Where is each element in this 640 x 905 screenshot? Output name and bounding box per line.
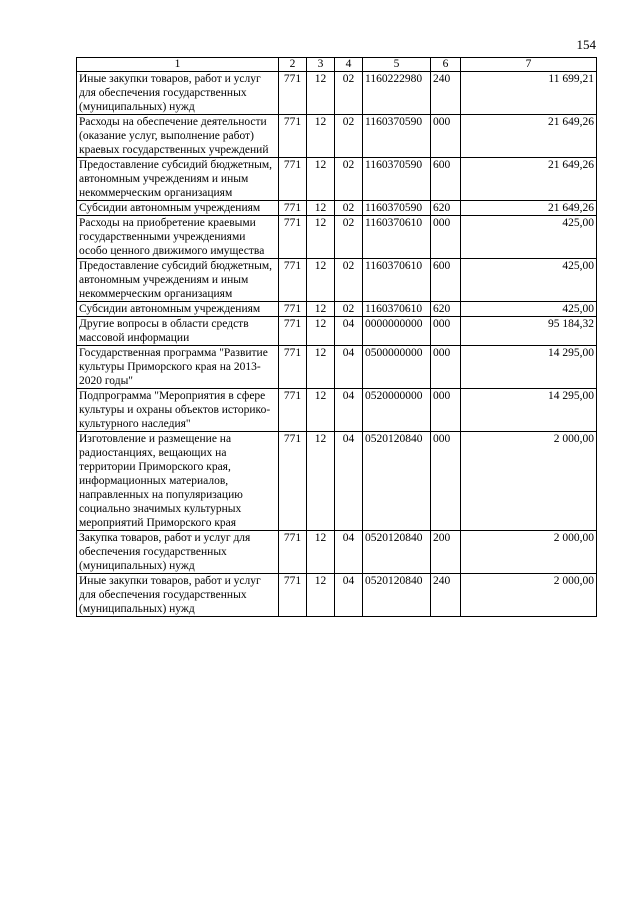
table-row — [77, 201, 597, 216]
row-sum-cell: 14 295,00 — [461, 389, 597, 432]
row-code-cell: 0500000000 — [363, 346, 431, 389]
row-code-cell: 0000000000 — [363, 317, 431, 346]
table-row — [77, 158, 597, 201]
row-sum-cell: 21 649,26 — [461, 158, 597, 201]
row-code-cell: 771 — [279, 302, 307, 317]
row-sum-cell: 14 295,00 — [461, 346, 597, 389]
column-header: 3 — [307, 58, 335, 72]
row-code-cell: 12 — [307, 432, 335, 531]
row-code-cell: 1160370590 — [363, 158, 431, 201]
row-sum-cell: 21 649,26 — [461, 115, 597, 158]
row-code-cell: 771 — [279, 216, 307, 259]
row-code-cell: 240 — [431, 72, 461, 115]
row-name-cell: Изготовление и размещение на радиостанциях, вещающих на территории Приморского края, информационных материалов, направленных на популяризацию социально значимых культурных мероприятий Приморского края — [77, 432, 279, 531]
row-code-cell: 771 — [279, 346, 307, 389]
row-code-cell: 200 — [431, 531, 461, 574]
table-row — [77, 216, 597, 259]
table-row — [77, 115, 597, 158]
row-code-cell: 1160370590 — [363, 115, 431, 158]
row-name-cell: Иные закупки товаров, работ и услуг для обеспечения государственных (муниципальных) нужд — [77, 574, 279, 617]
row-code-cell: 771 — [279, 72, 307, 115]
table-row — [77, 432, 597, 531]
row-name-cell: Подпрограмма "Мероприятия в сфере культуры и охраны объектов историко-культурного наследия" — [77, 389, 279, 432]
row-code-cell: 1160222980 — [363, 72, 431, 115]
row-code-cell: 0520120840 — [363, 432, 431, 531]
row-code-cell: 02 — [335, 216, 363, 259]
row-code-cell: 04 — [335, 317, 363, 346]
row-code-cell: 02 — [335, 115, 363, 158]
table-row — [77, 302, 597, 317]
table-row — [77, 259, 597, 302]
row-code-cell: 12 — [307, 574, 335, 617]
row-sum-cell: 2 000,00 — [461, 574, 597, 617]
page-number: 154 — [576, 37, 596, 52]
row-name-cell: Расходы на обеспечение деятельности (оказание услуг, выполнение работ) краевых государственных учреждений — [77, 115, 279, 158]
column-header: 6 — [431, 58, 461, 72]
row-sum-cell: 95 184,32 — [461, 317, 597, 346]
row-code-cell: 04 — [335, 531, 363, 574]
row-code-cell: 771 — [279, 259, 307, 302]
row-code-cell: 620 — [431, 201, 461, 216]
row-code-cell: 771 — [279, 115, 307, 158]
row-name-cell: Государственная программа "Развитие культуры Приморского края на 2013-2020 годы" — [77, 346, 279, 389]
row-code-cell: 771 — [279, 317, 307, 346]
row-code-cell: 04 — [335, 432, 363, 531]
row-code-cell: 771 — [279, 432, 307, 531]
row-code-cell: 12 — [307, 201, 335, 216]
row-code-cell: 12 — [307, 389, 335, 432]
row-code-cell: 12 — [307, 115, 335, 158]
column-header: 7 — [461, 58, 597, 72]
row-name-cell: Предоставление субсидий бюджетным, автономным учреждениям и иным некоммерческим организациям — [77, 158, 279, 201]
header-row — [77, 58, 597, 72]
row-sum-cell: 2 000,00 — [461, 432, 597, 531]
row-name-cell: Субсидии автономным учреждениям — [77, 302, 279, 317]
row-sum-cell: 425,00 — [461, 302, 597, 317]
row-code-cell: 000 — [431, 389, 461, 432]
row-code-cell: 04 — [335, 389, 363, 432]
row-name-cell: Другие вопросы в области средств массовой информации — [77, 317, 279, 346]
row-code-cell: 12 — [307, 72, 335, 115]
row-name-cell: Расходы на приобретение краевыми государственными учреждениями особо ценного движимого имущества — [77, 216, 279, 259]
row-name-cell: Закупка товаров, работ и услуг для обеспечения государственных (муниципальных) нужд — [77, 531, 279, 574]
row-code-cell: 12 — [307, 317, 335, 346]
row-code-cell: 240 — [431, 574, 461, 617]
column-header: 4 — [335, 58, 363, 72]
row-code-cell: 771 — [279, 201, 307, 216]
row-code-cell: 1160370610 — [363, 302, 431, 317]
row-code-cell: 771 — [279, 531, 307, 574]
row-code-cell: 771 — [279, 389, 307, 432]
table-row — [77, 531, 597, 574]
row-name-cell: Предоставление субсидий бюджетным, автономным учреждениям и иным некоммерческим организациям — [77, 259, 279, 302]
row-code-cell: 12 — [307, 216, 335, 259]
column-header: 5 — [363, 58, 431, 72]
row-sum-cell: 11 699,21 — [461, 72, 597, 115]
column-header: 1 — [77, 58, 279, 72]
row-name-cell: Субсидии автономным учреждениям — [77, 201, 279, 216]
row-code-cell: 0520000000 — [363, 389, 431, 432]
row-code-cell: 04 — [335, 346, 363, 389]
row-code-cell: 000 — [431, 346, 461, 389]
row-code-cell: 0520120840 — [363, 531, 431, 574]
row-code-cell: 771 — [279, 158, 307, 201]
row-code-cell: 000 — [431, 216, 461, 259]
row-sum-cell: 2 000,00 — [461, 531, 597, 574]
table-row — [77, 346, 597, 389]
row-code-cell: 1160370610 — [363, 259, 431, 302]
table-row — [77, 574, 597, 617]
row-sum-cell: 21 649,26 — [461, 201, 597, 216]
row-code-cell: 600 — [431, 158, 461, 201]
row-sum-cell: 425,00 — [461, 216, 597, 259]
row-code-cell: 02 — [335, 201, 363, 216]
table-row — [77, 72, 597, 115]
row-name-cell: Иные закупки товаров, работ и услуг для обеспечения государственных (муниципальных) нужд — [77, 72, 279, 115]
row-code-cell: 02 — [335, 72, 363, 115]
row-code-cell: 0520120840 — [363, 574, 431, 617]
row-code-cell: 000 — [431, 115, 461, 158]
budget-table — [76, 57, 597, 617]
row-code-cell: 1160370590 — [363, 201, 431, 216]
row-code-cell: 000 — [431, 317, 461, 346]
column-header: 2 — [279, 58, 307, 72]
row-code-cell: 12 — [307, 158, 335, 201]
table-row — [77, 317, 597, 346]
row-code-cell: 04 — [335, 574, 363, 617]
row-code-cell: 02 — [335, 158, 363, 201]
row-sum-cell: 425,00 — [461, 259, 597, 302]
row-code-cell: 1160370610 — [363, 216, 431, 259]
row-code-cell: 620 — [431, 302, 461, 317]
table-row — [77, 389, 597, 432]
row-code-cell: 600 — [431, 259, 461, 302]
row-code-cell: 12 — [307, 302, 335, 317]
row-code-cell: 12 — [307, 346, 335, 389]
row-code-cell: 000 — [431, 432, 461, 531]
row-code-cell: 02 — [335, 302, 363, 317]
row-code-cell: 771 — [279, 574, 307, 617]
row-code-cell: 12 — [307, 531, 335, 574]
row-code-cell: 12 — [307, 259, 335, 302]
row-code-cell: 02 — [335, 259, 363, 302]
